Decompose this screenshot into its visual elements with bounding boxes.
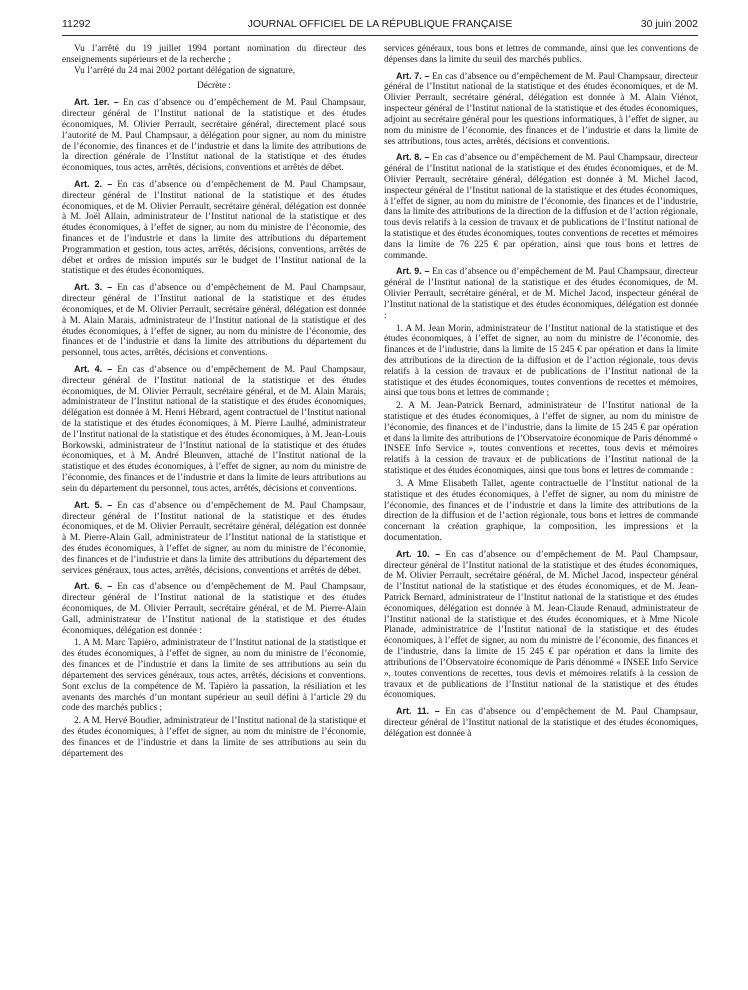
article-label: Art. 2. – [74,178,113,189]
article-label: Art. 5. – [74,499,113,510]
article-7 [384,71,698,148]
article-8 [384,152,698,261]
header-rule [62,35,698,36]
article-label: Art. 7. – [396,70,430,81]
article-4 [62,364,366,495]
article-11 [384,706,698,739]
article-9 [384,266,698,321]
continued-paragraph: services généraux, tous bons et lettres de commande, ainsi que les conventions de dépenses dans la limite du seuil des marchés publics. [384,44,698,65]
article-9-item-3: 3. A Mme Elisabeth Tallet, agente contractuelle de l’Institut national de la statistique et des études économiques, à l’effet de signer, au nom du ministre de l’économie, des finances et de l’industrie et dans la limite des attributions de la direction de la diffusion et de l’action régionale, tous bons et lettres de commande concernant la création graphique, la composition, les impressions et la documentation. [384,478,698,543]
article-1 [62,97,366,174]
publication-date: 30 juin 2002 [640,18,698,30]
article-label: Art. 9. – [396,266,430,277]
article-text: En cas d’absence ou d’empêchement de M. Paul Champsaur, directeur général de l’Institut national de la statistique et des études économiques, de M. Olivier Perrault, secrétaire général, de M. Michel Jacod, inspecteur général de l’Institut national de la statistique et des études économiques, et de M. Jean-Patrick Bernard, administrateur de l’Institut national de la statistique et des études économiques, délégation est donnée à M. Jean-Claude Renaud, administrateur de l’Institut national de la statistique et des études économiques, et à Mme Nicole Planade, administratrice de l’Institut national de la statistique et des études économiques, à l’effet de signer, au nom du ministre de l’économie, des finances et de l’industrie, dans la limite de 15 245 € par opération et dans la limite des attributions de l’Observatoire économique de Paris dénommé « INSEE Info Service », toutes conventions de recettes, tous devis et mémoires relatifs à la cession de travaux et de publications de l’Institut national de la statistique et des études économiques. [384,549,698,701]
article-6-item-1: 1. A M. Marc Tapièro, administrateur de l’Institut national de la statistique et des études économiques, à l’effet de signer, au nom du ministre de l’économie, des finances et de l’industrie et dans la limite de ses attributions au sein du département des services généraux, tous actes, arrêtés, décisions et conventions. Sont exclus de la compétence de M. Tapièro la passation, la résiliation et les avenants des marchés d’un montant supérieur au seuil défini à l’article 29 du code des marchés publics ; [62,638,366,714]
article-9-item-2: 2. A M. Jean-Patrick Bernard, administrateur de l’Institut national de la statistique et des études économiques, à l’effet de signer, au nom du ministre de l’économie, des finances et de l’industrie, dans la limite de 15 245 € par opération et dans la limite des attributions de l’Observatoire économique de Paris dénommé « INSEE Info Service », toutes conventions et recettes, tous devis et mémoires relatifs à la cession de travaux et de publications de l’Institut national de la statistique et des études économiques, ainsi que tous bons et lettres de commande : [384,401,698,477]
article-text: En cas d’absence ou d’empêchement de M. Paul Champsaur, directeur général de l’Institut national de la statistique et des études économiques, et de M. Olivier Perrault, secrétaire général, délégation est donnée à M. Michel Jacod, inspecteur général de l’Institut national de la statistique et des études économiques, à l’effet de signer, au nom du ministre de l’économie, des finances et de l’industrie, dans la limite des attributions de la direction de la diffusion et de l’action régionale, tous devis relatifs à la cession de travaux et de publications de l’Institut national de la statistique et des études économiques, toutes conventions de recettes et mémoires dans la limite de 76 225 € par opération, ainsi que tous bons et lettres de commande. [384,153,699,261]
decrete-heading: Décrète : [197,81,231,92]
visa-paragraph: Vu l’arrêté du 19 juillet 1994 portant nomination du directeur des enseignements supérieurs et de la recherche ; [62,44,366,65]
article-label: Art. 1er. – [74,97,119,108]
article-label: Art. 11. – [396,706,440,717]
article-text: En cas d’absence ou d’empêchement de M. Paul Champsaur, directeur général de l’Institut national de la statistique et des études économiques, de M. Olivier Perrault, secrétaire général, et de M. Pierre-Alain Gall, administrateur de l’Institut national de la statistique et des études économiques, délégation est donnée : [62,582,366,636]
article-label: Art. 10. – [396,548,441,559]
article-9-item-1: 1. A M. Jean Morin, administrateur de l’Institut national de la statistique et des études économiques, à l’effet de signer, au nom du ministre de l’économie, des finances et de l’industrie, dans la limite de 15 245 € par opération et dans la limite des attributions de la direction de la diffusion et de l’action régionale, tous devis relatifs à la cession de travaux et de publications de l’Institut national de la statistique et des études économiques, toutes conventions de recettes et mémoires, ainsi que tous bons et lettres de commande ; [384,323,698,399]
visa-paragraph: Vu l’arrêté du 24 mai 2002 portant délégation de signature, [74,65,296,76]
article-text: En cas d’absence ou d’empêchement de M. Paul Champsaur, directeur général de l’Institut national de la statistique et des études économiques, et de M. Olivier Perrault, secrétaire général, délégation est donnée à M. Joël Allain, administrateur de l’Institut national de la statistique et des études économiques, à l’effet de signer, au nom du ministre de l’économie, des finances et de l’industrie et dans la limite des attributions du département Programmation et gestion, tous actes, arrêtés, décisions, conventions, arrêtés de débet et ordres de mission imputés sur le budget de l’Institut national de la statistique et des études économiques. [62,179,366,277]
article-label: Art. 3. – [74,282,113,293]
article-6 [62,581,366,636]
article-6-item-2: 2. A M. Hervé Boudier, administrateur de l’Institut national de la statistique et des études économiques, à l’effet de signer, au nom du ministre de l’économie, des finances et de l’industrie et dans la limite de ses attributions au sein du département des [62,716,366,759]
article-text: En cas d’absence ou d’empêchement de M. Paul Champsaur, directeur général de l’Institut national de la statistique et des études économiques, et de M. Olivier Perrault, secrétaire général, délégation est donnée à M. Pierre-Alain Gall, administrateur de l’Institut national de la statistique et des études économiques, à l’effet de signer, au nom du ministre de l’économie, des finances et de l’industrie et dans la limite des attributions du département des services généraux, tous actes, arrêtés, décisions, conventions et arrêtés de débet. [62,500,366,576]
page-header [62,18,698,36]
article-3 [62,282,366,359]
right-column [384,44,698,740]
left-column [62,44,366,759]
article-5 [62,500,366,577]
article-label: Art. 8. – [396,152,430,163]
article-text: En cas d’absence ou d’empêchement de M. Paul Champsaur, directeur général de l’Institut national de la statistique et des études économiques, et de M. Olivier Perrault, secrétaire général, délégation est donnée à M. Alain Viénot, inspecteur général de l’Institut national de la statistique et des études économiques, adjoint au secrétaire général pour les questions informatiques, à l’effet de signer, au nom du ministre de l’économie, des finances et de l’industrie et dans la limite de ses attributions, tous actes, arrêtés, décisions et conventions. [384,71,699,147]
page-number: 11292 [62,18,91,30]
article-text: En cas d’absence ou d’empêchement de M. Paul Champsaur, directeur général de l’Institut national de la statistique et des études économiques, M. Olivier Perrault, secrétaire général, directement placé sous l’autorité de M. Paul Champsaur, a délégation pour signer, au nom du ministre de l’économie, des finances et de l’industrie et dans la limite des attributions de la direction générale de l’Institut national de la statistique et des études économiques, tous actes, arrêtés, décisions, conventions et arrêtés de débet. [62,98,366,174]
article-text: En cas d’absence ou d’empêchement de M. Paul Champsaur, directeur général de l’Institut national de la statistique et des études économiques, délégation est donnée à [384,707,698,739]
article-text: En cas d’absence ou d’empêchement de M. Paul Champsaur, directeur général de l’Institut national de la statistique et des études économiques, de M. Olivier Perrault, secrétaire général, et de M. Michel Jacod, inspecteur général de l’Institut national de la statistique et des études économiques, délégation est donnée : [384,267,699,321]
article-text: En cas d’absence ou d’empêchement de M. Paul Champsaur, directeur général de l’Institut national de la statistique et des études économiques, et de M. Olivier Perrault, secrétaire général, délégation est donnée à M. Alain Marais, administrateur de l’Institut national de la statistique et des études économiques, à l’effet de signer, au nom du ministre de l’économie, des finances et de l’industrie et dans la limite des attributions du département du personnel, tous actes, arrêtés, décisions et conventions. [62,283,366,359]
article-10 [384,549,698,701]
article-label: Art. 6. – [74,581,113,592]
article-label: Art. 4. – [74,363,113,374]
journal-title: JOURNAL OFFICIEL DE LA RÉPUBLIQUE FRANÇAISE [247,18,513,30]
article-2 [62,179,366,277]
article-text: En cas d’absence ou d’empêchement de M. Paul Champsaur, directeur général de l’Institut national de la statistique et des études économiques, de M. Olivier Perrault, secrétaire général, et de M. Alain Marais, administrateur de l’Institut national de la statistique et des études économiques, délégation est donnée à M. Henri Hébrard, agent contractuel de l’Institut national de la statistique et des études économiques, à M. Pierre Laulhé, administrateur de l’Institut national de la statistique et des études économiques, à M. Jean-Louis Borkowski, administrateur de l’Institut national de la statistique et des études économiques, et à M. André Bleunven, attaché de l’Institut national de la statistique et des études économiques, à l’effet de signer, au nom du ministre de l’économie, des finances et de l’industrie et dans la limite de leurs attributions au sein du département du personnel, tous actes, arrêtés, décisions et conventions. [62,364,366,494]
